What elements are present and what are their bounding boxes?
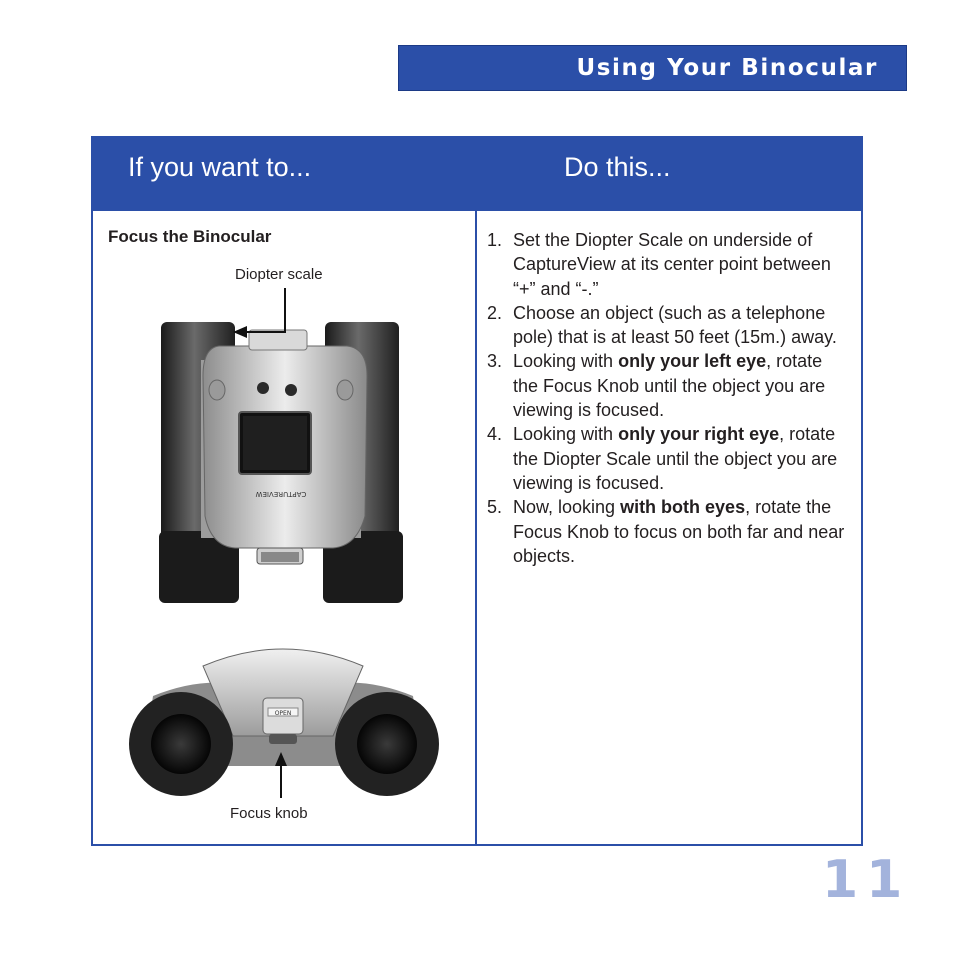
step-text: Choose an object (such as a telephone pole) that is at least 50 feet (15m.) away.: [513, 302, 837, 348]
step-number: 4.: [487, 424, 503, 445]
task-title: Focus the Binocular: [108, 227, 272, 246]
step-emphasis: only your left eye: [618, 351, 767, 372]
step-text: Looking with: [513, 424, 619, 445]
step-number: 2.: [487, 302, 503, 323]
instruction-step: [487, 349, 849, 422]
diopter-arrow: [233, 288, 293, 338]
step-text: Set the Diopter Scale on underside of CaptureView at its center point between “+” and “-.”: [513, 230, 831, 299]
instruction-step: [487, 301, 849, 350]
section-title: Using Your Binocular: [576, 55, 878, 81]
diopter-scale-caption: Diopter scale: [235, 266, 323, 283]
step-number: 5.: [487, 497, 503, 518]
open-label-text: OPEN: [274, 710, 292, 717]
step-text-after: , rotate the Diopter Scale until the object you are viewing is focused.: [513, 424, 838, 493]
table-heading-left: [93, 138, 475, 211]
brand-logo-text: CAPTUREVIEW: [255, 490, 307, 498]
column-divider: [475, 138, 477, 844]
heading-if-you-want-to: If you want to...: [128, 152, 312, 182]
step-text: Now, looking: [513, 497, 621, 518]
step-number: 3.: [487, 351, 503, 372]
focus-knob-arrow: [275, 752, 287, 798]
page-number: 11: [822, 850, 911, 910]
binocular-front-illustration: [157, 316, 407, 606]
focus-knob-caption: Focus knob: [230, 805, 308, 822]
step-text-after: , rotate the Focus Knob to focus on both far and near objects.: [513, 497, 845, 566]
instruction-step: [487, 495, 849, 568]
heading-do-this: Do this...: [564, 152, 671, 182]
step-text-after: , rotate the Focus Knob until the object you are viewing is focused.: [513, 351, 826, 421]
step-text: Looking with: [513, 351, 619, 372]
instruction-step: [487, 228, 849, 301]
step-number: 1.: [487, 230, 503, 250]
instruction-table: [91, 136, 863, 846]
step-emphasis: only your right eye: [618, 424, 780, 445]
table-heading-right: [477, 138, 861, 211]
section-header-bar: [398, 45, 907, 91]
instruction-step: [487, 422, 849, 495]
instruction-steps: [487, 228, 849, 568]
step-emphasis: with both eyes: [620, 497, 746, 518]
